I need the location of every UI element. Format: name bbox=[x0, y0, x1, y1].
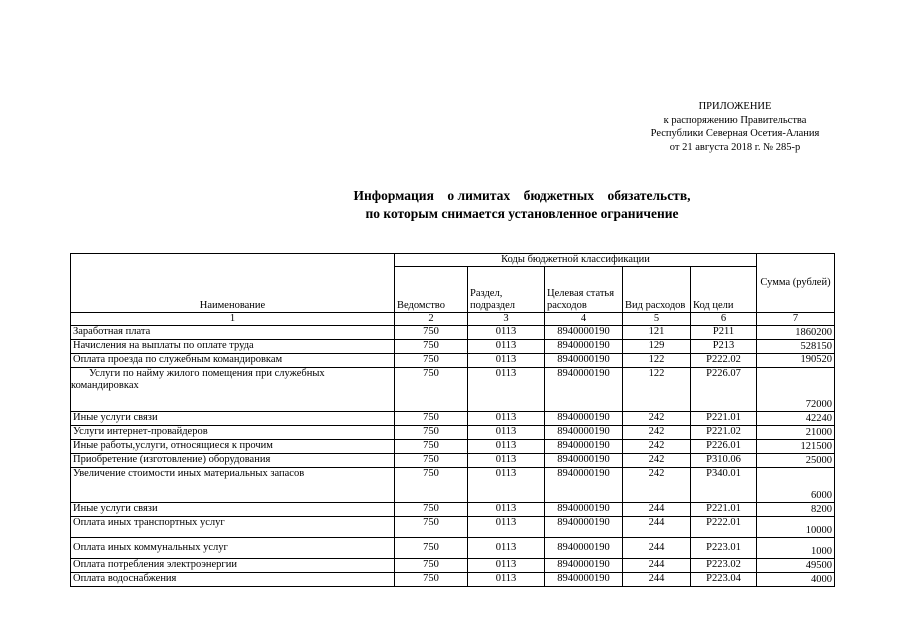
row-dept: 750 bbox=[395, 503, 468, 517]
col-number: 3 bbox=[468, 313, 545, 326]
row-type: 121 bbox=[623, 326, 691, 340]
header-section: Раздел, подраздел bbox=[468, 267, 545, 313]
row-name: Заработная плата bbox=[71, 326, 395, 340]
row-sum: 8200 bbox=[757, 503, 835, 517]
row-name: Оплата потребления электроэнергии bbox=[71, 559, 395, 573]
row-dept: 750 bbox=[395, 454, 468, 468]
row-code: Р222.01 bbox=[691, 517, 757, 538]
row-code: Р222.02 bbox=[691, 354, 757, 368]
row-target: 8940000190 bbox=[545, 538, 623, 559]
row-type: 242 bbox=[623, 454, 691, 468]
table-row bbox=[71, 412, 835, 426]
row-code: Р223.01 bbox=[691, 538, 757, 559]
header-name: Наименование bbox=[71, 254, 395, 313]
row-code: Р213 bbox=[691, 340, 757, 354]
table-row bbox=[71, 326, 835, 340]
row-target: 8940000190 bbox=[545, 326, 623, 340]
row-code: Р221.01 bbox=[691, 503, 757, 517]
row-section: 0113 bbox=[468, 340, 545, 354]
appendix-republic: Республики Северная Осетия-Алания bbox=[650, 128, 820, 139]
col-number: 1 bbox=[71, 313, 395, 326]
row-code: Р221.01 bbox=[691, 412, 757, 426]
row-section: 0113 bbox=[468, 559, 545, 573]
table-row bbox=[71, 368, 835, 412]
table-row bbox=[71, 354, 835, 368]
row-section: 0113 bbox=[468, 454, 545, 468]
row-section: 0113 bbox=[468, 517, 545, 538]
document-title bbox=[212, 187, 832, 223]
row-code: Р211 bbox=[691, 326, 757, 340]
header-exp-type: Вид расходов bbox=[623, 267, 691, 313]
row-name: Приобретение (изготовление) оборудования bbox=[71, 454, 395, 468]
row-section: 0113 bbox=[468, 426, 545, 440]
row-target: 8940000190 bbox=[545, 454, 623, 468]
col-number: 7 bbox=[757, 313, 835, 326]
row-name: Услуги интернет-провайдеров bbox=[71, 426, 395, 440]
row-code: Р221.02 bbox=[691, 426, 757, 440]
row-type: 244 bbox=[623, 573, 691, 587]
row-section: 0113 bbox=[468, 468, 545, 503]
table-row bbox=[71, 340, 835, 354]
row-sum: 10000 bbox=[757, 517, 835, 538]
row-target: 8940000190 bbox=[545, 412, 623, 426]
row-sum: 1860200 bbox=[757, 326, 835, 340]
row-dept: 750 bbox=[395, 538, 468, 559]
row-target: 8940000190 bbox=[545, 559, 623, 573]
row-type: 244 bbox=[623, 559, 691, 573]
row-sum: 121500 bbox=[757, 440, 835, 454]
table-row bbox=[71, 503, 835, 517]
row-dept: 750 bbox=[395, 426, 468, 440]
header-dept: Ведомство bbox=[395, 267, 468, 313]
row-code: Р340.01 bbox=[691, 468, 757, 503]
row-name: Иные работы,услуги, относящиеся к прочим bbox=[71, 440, 395, 454]
title-line-2: по которым снимается установленное ограничение bbox=[365, 206, 679, 221]
col-number: 4 bbox=[545, 313, 623, 326]
header-codes-group: Коды бюджетной классификации bbox=[395, 254, 757, 267]
table-row bbox=[71, 454, 835, 468]
row-sum: 49500 bbox=[757, 559, 835, 573]
row-type: 242 bbox=[623, 440, 691, 454]
row-dept: 750 bbox=[395, 368, 468, 412]
row-target: 8940000190 bbox=[545, 573, 623, 587]
row-section: 0113 bbox=[468, 354, 545, 368]
row-name: Услуги по найму жилого помещения при служебных командировках bbox=[71, 368, 395, 412]
row-name: Оплата иных коммунальных услуг bbox=[71, 538, 395, 559]
row-dept: 750 bbox=[395, 468, 468, 503]
table-row bbox=[71, 426, 835, 440]
row-sum: 6000 bbox=[757, 468, 835, 503]
appendix-block bbox=[560, 100, 905, 154]
title-line-1: Информация о лимитах бюджетных обязательств, bbox=[353, 188, 691, 203]
row-target: 8940000190 bbox=[545, 468, 623, 503]
row-code: Р223.02 bbox=[691, 559, 757, 573]
column-numbers-row bbox=[71, 313, 835, 326]
appendix-date: от 21 августа 2018 г. № 285-р bbox=[669, 141, 801, 153]
row-type: 244 bbox=[623, 538, 691, 559]
row-sum: 21000 bbox=[757, 426, 835, 440]
row-target: 8940000190 bbox=[545, 354, 623, 368]
table-row bbox=[71, 559, 835, 573]
row-name: Оплата водоснабжения bbox=[71, 573, 395, 587]
row-section: 0113 bbox=[468, 503, 545, 517]
row-sum: 42240 bbox=[757, 412, 835, 426]
row-section: 0113 bbox=[468, 573, 545, 587]
row-name: Иные услуги связи bbox=[71, 412, 395, 426]
row-type: 129 bbox=[623, 340, 691, 354]
row-name: Иные услуги связи bbox=[71, 503, 395, 517]
row-code: Р226.01 bbox=[691, 440, 757, 454]
row-type: 244 bbox=[623, 503, 691, 517]
row-dept: 750 bbox=[395, 573, 468, 587]
row-section: 0113 bbox=[468, 538, 545, 559]
table-row bbox=[71, 573, 835, 587]
row-dept: 750 bbox=[395, 326, 468, 340]
row-sum: 25000 bbox=[757, 454, 835, 468]
row-dept: 750 bbox=[395, 340, 468, 354]
col-number: 2 bbox=[395, 313, 468, 326]
row-target: 8940000190 bbox=[545, 503, 623, 517]
table-row bbox=[71, 468, 835, 503]
appendix-order-ref: к распоряжению Правительства bbox=[663, 114, 807, 126]
row-target: 8940000190 bbox=[545, 517, 623, 538]
row-sum: 4000 bbox=[757, 573, 835, 587]
row-code: Р226.07 bbox=[691, 368, 757, 412]
row-section: 0113 bbox=[468, 412, 545, 426]
row-code: Р223.04 bbox=[691, 573, 757, 587]
appendix-heading: ПРИЛОЖЕНИЕ bbox=[698, 101, 772, 112]
row-type: 242 bbox=[623, 468, 691, 503]
header-target: Целевая статья расходов bbox=[545, 267, 623, 313]
row-dept: 750 bbox=[395, 440, 468, 454]
row-section: 0113 bbox=[468, 326, 545, 340]
col-number: 6 bbox=[691, 313, 757, 326]
row-name: Оплата иных транспортных услуг bbox=[71, 517, 395, 538]
row-target: 8940000190 bbox=[545, 340, 623, 354]
row-type: 244 bbox=[623, 517, 691, 538]
row-section: 0113 bbox=[468, 440, 545, 454]
row-sum: 190520 bbox=[757, 354, 835, 368]
row-name: Увеличение стоимости иных материальных запасов bbox=[71, 468, 395, 503]
header-goal-code: Код цели bbox=[691, 267, 757, 313]
table-row bbox=[71, 517, 835, 538]
budget-limits-table bbox=[70, 253, 835, 587]
row-dept: 750 bbox=[395, 412, 468, 426]
row-type: 242 bbox=[623, 412, 691, 426]
header-row-group bbox=[71, 254, 835, 267]
row-sum: 1000 bbox=[757, 538, 835, 559]
table-row bbox=[71, 440, 835, 454]
row-sum: 528150 bbox=[757, 340, 835, 354]
row-sum: 72000 bbox=[757, 368, 835, 412]
row-target: 8940000190 bbox=[545, 440, 623, 454]
row-name: Начисления на выплаты по оплате труда bbox=[71, 340, 395, 354]
header-sum: Сумма (рублей) bbox=[757, 254, 835, 313]
row-code: Р310.06 bbox=[691, 454, 757, 468]
row-target: 8940000190 bbox=[545, 426, 623, 440]
row-section: 0113 bbox=[468, 368, 545, 412]
col-number: 5 bbox=[623, 313, 691, 326]
row-target: 8940000190 bbox=[545, 368, 623, 412]
row-dept: 750 bbox=[395, 517, 468, 538]
row-name: Оплата проезда по служебным командировкам bbox=[71, 354, 395, 368]
row-type: 122 bbox=[623, 354, 691, 368]
row-type: 122 bbox=[623, 368, 691, 412]
row-dept: 750 bbox=[395, 559, 468, 573]
row-dept: 750 bbox=[395, 354, 468, 368]
table-row bbox=[71, 538, 835, 559]
row-type: 242 bbox=[623, 426, 691, 440]
